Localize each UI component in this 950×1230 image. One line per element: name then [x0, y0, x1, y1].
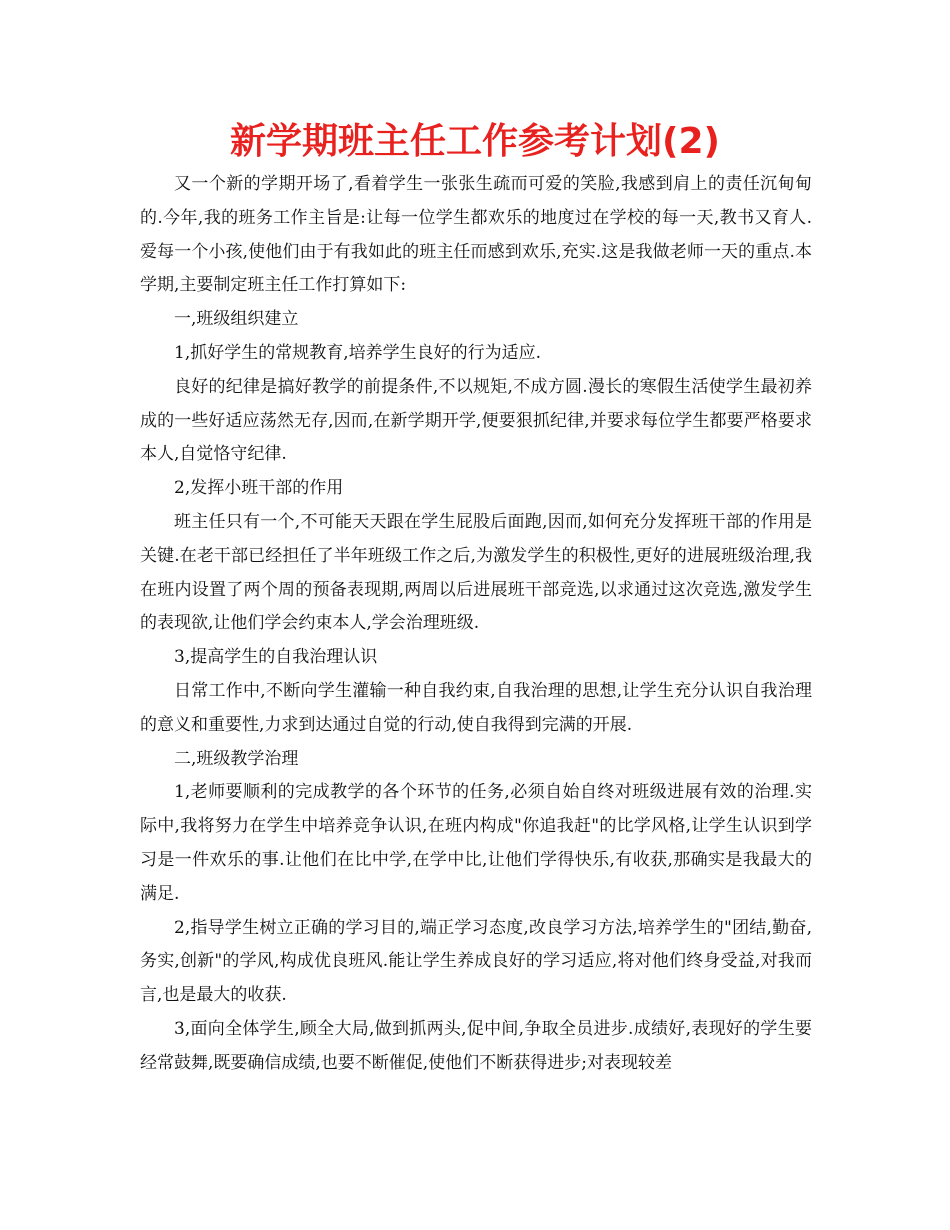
paragraph-teaching-1: 1,老师要顺利的完成教学的各个环节的任务,必须自始自终对班级进展有效的治理.实际中,我将努力在学生中培养竞争认识,在班内构成"你追我赶"的比学风格,让学生认识到学习是一件欢乐的事.让他们在比中学,在学中比,让他们学得快乐,有收获,那确实是我最大的满足. — [140, 782, 812, 904]
section-heading-teaching-management: 二,班级教学治理 — [174, 748, 299, 769]
document-body — [140, 168, 812, 1081]
document-title: 新学期班主任工作参考计划(2) — [230, 121, 720, 162]
paragraph-intro: 又一个新的学期开场了,看着学生一张张生疏而可爱的笑脸,我感到肩上的责任沉甸甸的.今年,我的班务工作主旨是:让每一位学生都欢乐的地度过在学校的每一天,教书又育人.爱每一个小孩,使他们由于有我如此的班主任而感到欢乐,充实.这是我做老师一天的重点.本学期,主要制定班主任工作打算如下: — [140, 174, 812, 296]
section-heading-class-organization: 一,班级组织建立 — [174, 309, 299, 330]
item-heading-routine-education: 1,抓好学生的常规教育,培养学生良好的行为适应. — [174, 342, 542, 363]
paragraph-teaching-2: 2,指导学生树立正确的学习目的,端正学习态度,改良学习方法,培养学生的"团结,勤奋,务实,创新"的学风,构成优良班风.能让学生养成良好的学习适应,将对他们终身受益,对我而言,也是最大的收获. — [140, 917, 812, 1006]
paragraph-class-cadres: 班主任只有一个,不可能天天跟在学生屁股后面跑,因而,如何充分发挥班干部的作用是关键.在老干部已经担任了半年班级工作之后,为激发学生的积极性,更好的进展班级治理,我在班内设置了两个周的预备表现期,两周以后进展班干部竞选,以求通过这次竞选,激发学生的表现欲,让他们学会约束本人,学会治理班级. — [140, 511, 812, 634]
item-heading-self-management: 3,提高学生的自我治理认识 — [174, 647, 378, 668]
paragraph-discipline: 良好的纪律是搞好教学的前提条件,不以规矩,不成方圆.漫长的寒假生活使学生最初养成的一些好适应荡然无存,因而,在新学期开学,便要狠抓纪律,并要求每位学生都要严格要求本人,自觉恪守纪律. — [140, 376, 812, 465]
paragraph-teaching-3: 3,面向全体学生,顾全大局,做到抓两头,促中间,争取全员进步.成绩好,表现好的学生要经常鼓舞,既要确信成绩,也要不断催促,使他们不断获得进步;对表现较差 — [140, 1018, 812, 1073]
paragraph-self-management: 日常工作中,不断向学生灌输一种自我约束,自我治理的思想,让学生充分认识自我治理的意义和重要性,力求到达通过自觉的行动,使自我得到完满的开展. — [140, 680, 812, 735]
item-heading-class-cadres: 2,发挥小班干部的作用 — [174, 478, 344, 499]
